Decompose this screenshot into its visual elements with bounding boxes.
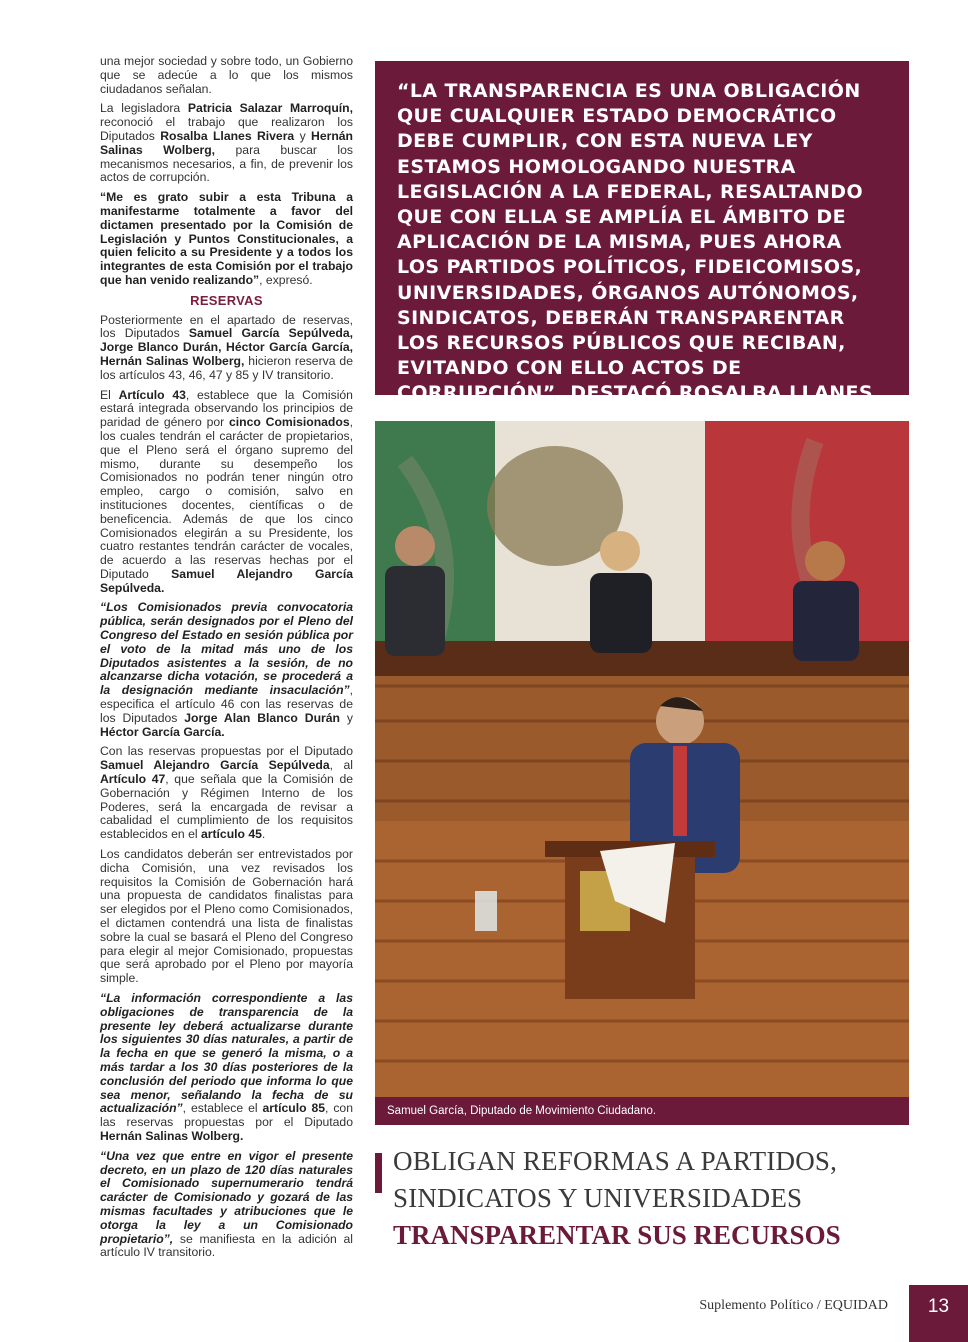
person-head-left xyxy=(395,526,435,566)
congress-session-illustration xyxy=(375,421,909,1125)
publication-footer: Suplemento Político / EQUIDAD xyxy=(699,1298,888,1313)
page-number: 13 xyxy=(909,1285,968,1342)
person-body-left xyxy=(385,566,445,656)
paragraph: “Me es grato subir a esta Tribuna a manifestarme totalmente a favor del dictamen presentado por la Comisión de Legislación y Puntos Constitucionales, a quien felicito a su Presidente y a todos los integrantes de esta Comisión por el trabajo que han venido realizando”, expresó. xyxy=(100,190,353,287)
paragraph: una mejor sociedad y sobre todo, un Gobierno que se adecúe a lo que los mismos ciudadanos señalan. xyxy=(100,54,353,96)
water-glass xyxy=(475,891,497,931)
photo-caption: Samuel García, Diputado de Movimiento Ciudadano. xyxy=(375,1097,909,1125)
speaker-tie xyxy=(673,746,687,836)
headline-line-1: OBLIGAN REFORMAS A PARTIDOS, xyxy=(393,1146,838,1176)
paragraph: Con las reservas propuestas por el Diputado Samuel Alejandro García Sepúlveda, al Artículo 47, que señala que la Comisión de Gobernación y Régimen Interno de los Poderes, será la encargada de revisar a cabalidad el cumplimiento de los requisitos establecidos en el artículo 45. xyxy=(100,744,353,842)
paragraph: La legisladora Patricia Salazar Marroquín, reconoció el trabajo que realizaron los Diputados Rosalba Llanes Rivera y Hernán Salinas Wolberg, para buscar los mecanismos necesarios, a fin, de prevenir los actos de corrupción. xyxy=(100,101,354,185)
person-body-center xyxy=(590,573,652,653)
article-photo xyxy=(375,421,909,1125)
person-body-right xyxy=(793,581,859,661)
headline-line-3: TRANSPARENTAR SUS RECURSOS xyxy=(393,1220,841,1250)
section-subheading: RESERVAS xyxy=(190,292,263,308)
person-head-center xyxy=(600,531,640,571)
headline-line-2: SINDICATOS Y UNIVERSIDADES xyxy=(393,1183,803,1213)
pull-quote-text: “LA TRANSPARENCIA ES UNA OBLIGACIÓN QUE CUALQUIER ESTADO DEMOCRÁTICO DEBE CUMPLIR, CON ESTA NUEVA LEY ESTAMOS HOMOLOGANDO NUESTRA LEGISLACIÓN A LA FEDERAL, RESALTANDO QUE CON ELLA SE AMPLÍA EL ÁMBITO DE APLICACIÓN DE LA MISMA, PUES AHORA LOS PARTIDOS POLÍTICOS, FIDEICOMISOS, UNIVERSIDADES, ÓRGANOS AUTÓNOMOS, SINDICATOS, DEBERÁN TRANSPARENTAR LOS RECURSOS PÚBLICOS QUE RECIBAN, EVITANDO CON ELLO ACTOS DE CORRUPCIÓN”, DESTACÓ ROSALBA LLANES. xyxy=(397,80,881,405)
person-head-right xyxy=(805,541,845,581)
paragraph: Posteriormente en el apartado de reservas, los Diputados Samuel García Sepúlveda, Jorge Blanco Durán, Héctor García García, Hernán Salinas Wolberg, hicieron reserva de los artículos 43, 46, 47 y 85 y IV transitorio. xyxy=(100,312,353,382)
headline-accent-bar xyxy=(375,1153,382,1193)
paragraph: El Artículo 43, establece que la Comisión estará integrada observando los principios de paridad de género por cinco Comisionados, los cuales tendrán el carácter de propietarios, que el Pleno será el órgano supremo del mismo, durante su desempeño los Comisionados no podrán tener ningún otro empleo, cargo o comisión, salvo en instituciones docentes, científicas o de beneficencia. Además de que los cinco Comisionados elegirán a su Presidente, los cuatro restantes tendrán carácter de vocales, de acuerdo a las reservas hechas por el Diputado Samuel Alejandro García Sepúlveda. xyxy=(100,387,353,595)
article-body-column xyxy=(100,55,353,1266)
paragraph: “Los Comisionados previa convocatoria pública, serán designados por el Pleno del Congreso del Estado en sesión pública por el voto de la mitad más uno de los Diputados asistentes a la sesión, de no alcanzarse dicha votación, se procederá a la designación mediante insaculación”, especifica el artículo 46 con las reservas de los Diputados Jorge Alan Blanco Durán y Héctor García García. xyxy=(100,600,354,739)
article-headline xyxy=(375,1143,920,1254)
paragraph: “La información correspondiente a las obligaciones de transparencia de la presente ley deberá actualizarse durante los siguientes 30 días naturales, a partir de la fecha en que se generó la misma, o a más tardar a los 30 días posteriores de la conclusión del periodo que informa lo que sea menor, señalando la fecha de su actualización”, establece el artículo 85, con las reservas propuestas por el Diputado Hernán Salinas Wolberg. xyxy=(100,991,353,1143)
paragraph: “Una vez que entre en vigor el presente decreto, en un plazo de 120 días naturales el Comisionado supernumerario tendrá carácter de Comisionado y gozará de las mismas facultades y atribuciones que le otorga la ley a un Comisionado propietario”, se manifiesta en la adición al artículo IV transitorio. xyxy=(100,1148,353,1260)
pull-quote-box xyxy=(375,61,909,405)
paragraph: Los candidatos deberán ser entrevistados por dicha Comisión, una vez revisados los requisitos la Comisión de Gobernación hará una propuesta de candidatos finalistas para ser elegidos por el Pleno como Comisionados, el dictamen contendrá una lista de finalistas sobre la cual se basará el Pleno del Congreso para elegir al mejor Comisionado, propuestas que será aprobado por el Pleno por mayoría simple. xyxy=(100,847,353,986)
